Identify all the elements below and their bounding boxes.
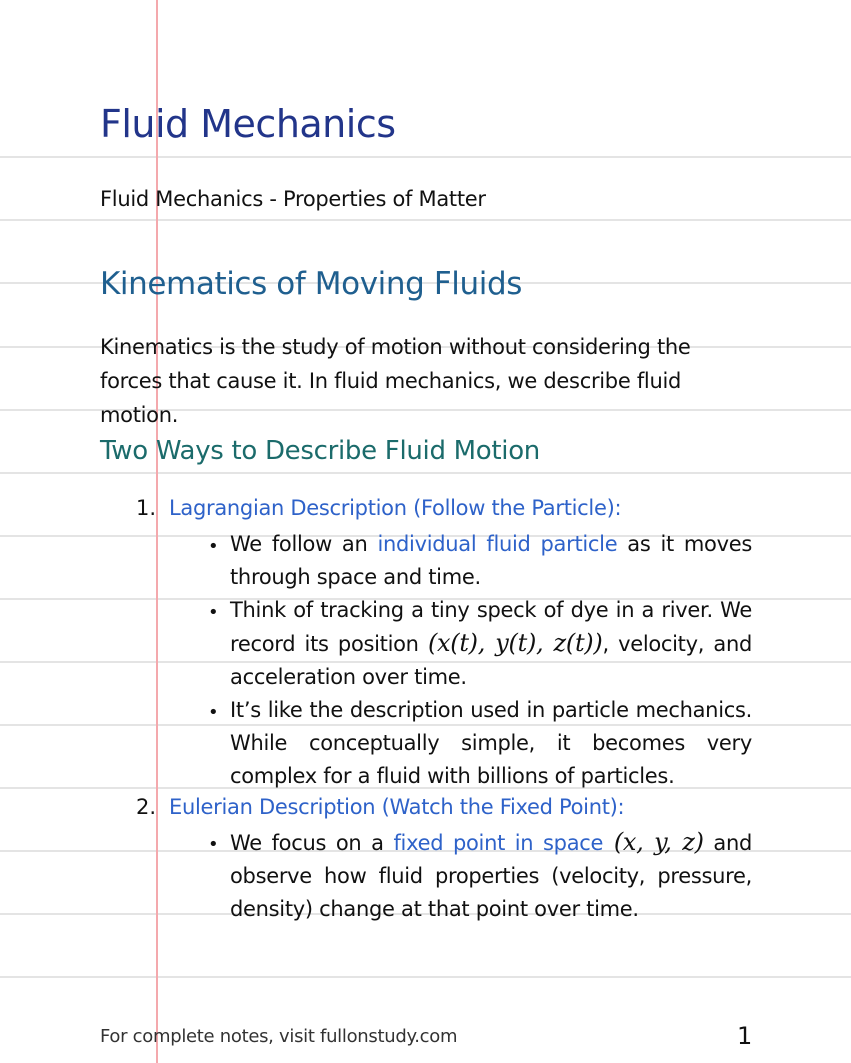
list-item-number: 1.	[136, 496, 157, 520]
list-item-heading: Eulerian Description (Watch the Fixed Point):	[169, 795, 625, 819]
page-title: Fluid Mechanics	[100, 102, 396, 146]
math-expression: (x(t), y(t), z(t))	[427, 629, 603, 657]
list-item	[136, 496, 156, 520]
bullet-text-part: and observe how fluid properties (velocity, pressure, density) change at that point over time.	[230, 831, 752, 921]
bullet-text	[230, 826, 752, 926]
ruled-line	[0, 156, 851, 158]
bullet-text-part: We focus on a	[230, 831, 394, 855]
bullet-text	[230, 594, 752, 694]
margin-line	[156, 0, 158, 1063]
section-heading: Kinematics of Moving Fluids	[100, 266, 522, 302]
bullet-text-part: It’s like the description used in particle mechanics. While conceptually simple, it becomes very complex for a fluid with billions of particles.	[230, 698, 752, 788]
bullet-icon: •	[208, 536, 219, 557]
ruled-line	[0, 219, 851, 221]
highlight-term: individual fluid particle	[377, 532, 618, 556]
ruled-line	[0, 472, 851, 474]
list-item-number: 2.	[136, 795, 157, 819]
footer-note: For complete notes, visit fullonstudy.com	[100, 1026, 458, 1047]
bullet-icon: •	[208, 702, 219, 723]
bullet-text-part: , velocity, and acceleration over time.	[230, 632, 752, 689]
page-number: 1	[737, 1022, 753, 1050]
list-item	[136, 795, 156, 819]
list-item-heading: Lagrangian Description (Follow the Particle):	[169, 496, 622, 520]
bullet-text-part: We follow an	[230, 532, 378, 556]
ruled-line	[0, 976, 851, 978]
bullet-text-part: as it moves through space and time.	[230, 532, 752, 589]
bullet-icon: •	[208, 834, 219, 855]
bullet-text	[230, 528, 752, 594]
bullet-text	[230, 694, 752, 793]
intro-paragraph: Kinematics is the study of motion without considering the forces that cause it. In fluid mechanics, we describe fluid motion.	[100, 335, 691, 427]
bullet-text-part: Think of tracking a tiny speck of dye in a river. We record its position	[230, 598, 752, 656]
page-subtitle: Fluid Mechanics - Properties of Matter	[100, 187, 486, 211]
math-expression: (x, y, z)	[603, 828, 704, 856]
highlight-term: fixed point in space	[393, 831, 604, 855]
bullet-icon: •	[208, 602, 219, 623]
subsection-heading: Two Ways to Describe Fluid Motion	[100, 436, 540, 466]
